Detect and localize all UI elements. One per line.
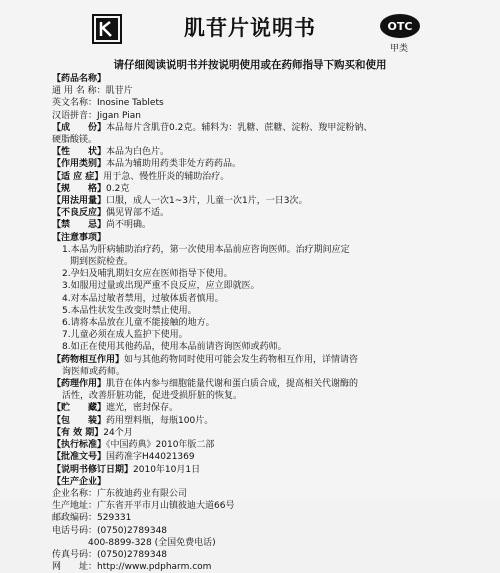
interaction-cont: 询医师或药师。 (62, 366, 126, 377)
address-label: 生产地址： (52, 501, 98, 512)
document-title: 肌苷片说明书 (184, 15, 316, 40)
precaution-item: 5.本品性状发生改变时禁止使用。 (62, 305, 197, 316)
phone-label: 电话号码： (52, 525, 98, 536)
pinyin-name-label: 汉语拼音： (52, 110, 98, 121)
interaction-row (52, 354, 472, 366)
category-row (52, 158, 472, 170)
adverse-value: 偶见胃部不适。 (106, 208, 170, 219)
english-name-value: Inosine Tablets (97, 98, 164, 109)
contra-row (52, 219, 472, 231)
contra-label: 【禁 忌】 (52, 220, 107, 231)
composition-value: 本品每片含肌苷0.2克。辅料为：乳糖、蔗糖、淀粉、羧甲淀粉钠、 (106, 122, 373, 133)
generic-name (52, 85, 472, 97)
storage-value: 遮光，密封保存。 (106, 403, 179, 414)
adverse-row (52, 207, 472, 219)
pharmacology-cont: 活性，改善肝脏功能，促进受损肝脏的恢复。 (62, 391, 243, 402)
english-name-label: 英文名称： (52, 98, 98, 109)
composition-label: 【成 份】 (52, 122, 107, 133)
otc-class: 甲类 (390, 44, 409, 54)
storage-row (52, 402, 472, 414)
section-drug-name: 【药品名称】 (52, 74, 107, 84)
indication-row (52, 171, 472, 183)
company-name-label: 企业名称： (52, 488, 98, 499)
standard-value: 《中国药典》2010年版二部 (106, 440, 215, 451)
spec-label: 【规 格】 (52, 183, 107, 194)
adverse-label: 【不良反应】 (52, 208, 107, 219)
website-value: http://www.pdpharm.com (97, 562, 212, 573)
interaction-value: 如与其他药物同时使用可能会发生药物相互作用，详情请咨 (124, 354, 359, 365)
revision-label: 【说明书修订日期】 (52, 464, 134, 475)
precaution-item: 4.对本品过敏者禁用，过敏体质者慎用。 (62, 293, 224, 304)
appearance-value: 本品为白色片。 (106, 147, 170, 158)
company-name-value: 广东彼迪药业有限公司 (97, 488, 188, 499)
website-label: 网 址： (52, 562, 98, 573)
otc-badge: OTC (380, 14, 420, 38)
english-name (52, 97, 472, 109)
category-label: 【作用类别】 (52, 159, 107, 170)
address-value: 广东省开平市月山镇彼迪大道66号 (97, 501, 235, 512)
spec-row (52, 183, 472, 195)
composition-cont: 硬脂酸镁。 (52, 135, 98, 146)
package-label: 【包 装】 (52, 415, 107, 426)
validity-label: 【有 效 期】 (52, 427, 104, 438)
generic-name-label: 通 用 名 称： (52, 86, 106, 97)
package-value: 药用塑料瓶，每瓶100片。 (106, 415, 214, 426)
website-row (52, 561, 472, 573)
pinyin-name (52, 110, 472, 122)
pharmacology-row (52, 378, 472, 390)
pharmacology-label: 【药理作用】 (52, 379, 107, 390)
manufacturer-header: 【生产企业】 (52, 476, 107, 487)
appearance-label: 【性 状】 (52, 147, 107, 158)
interaction-label: 【药物相互作用】 (52, 354, 125, 365)
precautions-header: 【注意事项】 (52, 232, 107, 243)
address-row (52, 500, 472, 512)
postcode-row (52, 512, 472, 524)
precaution-item: 3.如服用过量或出现严重不良反应，应立即就医。 (62, 281, 260, 292)
standard-label: 【执行标准】 (52, 440, 107, 451)
validity-value: 24个月 (103, 427, 133, 438)
precaution-item: 2.孕妇及哺乳期妇女应在医师指导下使用。 (62, 269, 233, 280)
indication-value: 用于急、慢性肝炎的辅助治疗。 (103, 171, 230, 182)
phone-value: (0750)2789348 (97, 525, 168, 536)
precaution-item: 1.本品为肝病辅助治疗药，第一次使用本品前应咨询医师。治疗期间应定 (62, 244, 350, 255)
pinyin-name-value: Jigan Pian (97, 110, 141, 121)
fax-label: 传真号码： (52, 549, 98, 560)
revision-row (52, 464, 472, 476)
storage-label: 【贮 藏】 (52, 403, 107, 414)
category-value: 本品为辅助用药类非处方药药品。 (106, 159, 242, 170)
composition-row (52, 122, 472, 134)
approval-row (52, 451, 472, 463)
leaflet-body (52, 73, 472, 573)
precaution-item: 期到医院检查。 (70, 257, 134, 268)
postcode-value: 529331 (97, 513, 132, 524)
revision-value: 2010年10月1日 (133, 464, 201, 475)
precaution-item: 8.如正在使用其他药品，使用本品前请咨询医师或药师。 (62, 342, 287, 353)
dosage-label: 【用法用量】 (52, 196, 107, 207)
contra-value: 尚不明确。 (106, 220, 152, 231)
fax-value: (0750)2789348 (97, 549, 168, 560)
precaution-item: 6.请将本品放在儿童不能接触的地方。 (62, 318, 215, 329)
postcode-label: 邮政编码： (52, 513, 98, 524)
indication-label: 【适 应 症】 (52, 171, 104, 182)
approval-value: 国药准字H44021369 (106, 452, 195, 463)
dosage-row (52, 195, 472, 207)
package-row (52, 415, 472, 427)
approval-label: 【批准文号】 (52, 452, 107, 463)
generic-name-value: 肌苷片 (105, 86, 133, 97)
pharmacology-value: 肌苷在体内参与细胞能量代谢和蛋白质合成，提高相关代谢酶的 (106, 379, 359, 390)
warning-subtitle: 请仔细阅读说明书并按说明使用或在药师指导下购买和使用 (113, 59, 387, 71)
dosage-value: 口服，成人一次1~3片，儿童一次1片，一日3次。 (106, 196, 308, 207)
appearance-row (52, 146, 472, 158)
standard-row (52, 439, 472, 451)
precaution-item: 7.儿童必须在成人监护下使用。 (62, 330, 188, 341)
fax-row (52, 549, 472, 561)
phone-row (52, 525, 472, 537)
company-name-row (52, 488, 472, 500)
phone-row-2: 400-8899-328 (全国免费电话) (88, 537, 216, 548)
validity-row (52, 427, 472, 439)
spec-value: 0.2克 (106, 183, 130, 194)
